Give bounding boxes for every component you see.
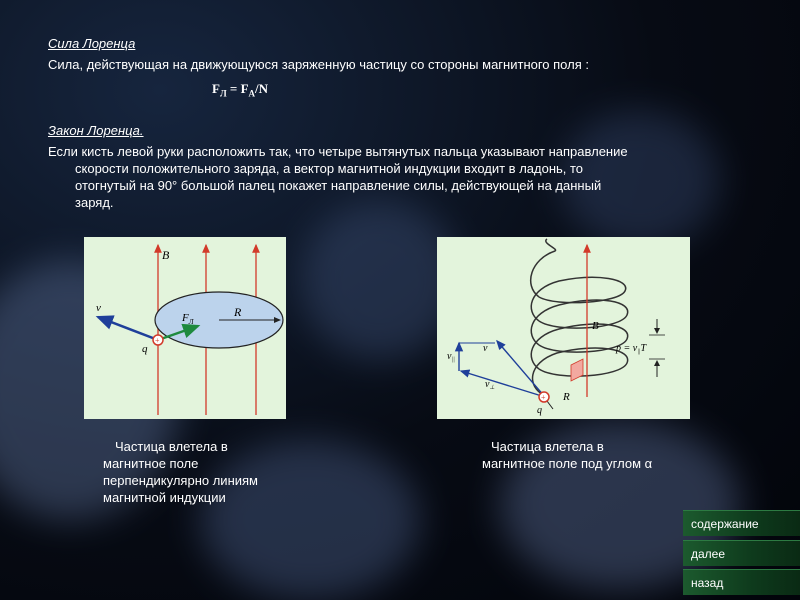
label-F: $F_Л$ xyxy=(182,312,194,326)
rule-line: отогнутый на 90° большой палец покажет направление силы, действующей на данный xyxy=(75,178,602,193)
caption-line: перпендикулярно линиям xyxy=(103,473,258,488)
label-v-perp: $v_\perp$ xyxy=(485,379,495,391)
velocity-vector xyxy=(98,317,158,340)
label-R: R xyxy=(563,391,570,403)
label-v: v xyxy=(96,302,101,314)
plus-sign: + xyxy=(541,393,546,402)
pitch-plane xyxy=(571,359,583,381)
nav-contents-button[interactable]: содержание xyxy=(683,510,800,536)
caption-line: магнитное поле xyxy=(103,456,199,471)
figure-perpendicular-motion xyxy=(84,237,286,419)
label-q: q xyxy=(537,405,542,416)
figure-angled-motion xyxy=(437,237,690,419)
figure-helix-diagram xyxy=(437,237,690,419)
lorentz-formula: $F_Л = F_A/N$ xyxy=(212,81,269,99)
definition-line: Сила, действующая на движующуюся заряженную частицу со стороны магнитного поля : xyxy=(48,57,589,72)
plus-sign: + xyxy=(155,336,160,345)
caption-perpendicular xyxy=(103,438,258,506)
label-R: R xyxy=(234,305,242,319)
heading-lorentz-force: Сила Лоренца xyxy=(48,36,136,51)
rule-line: скорости положительного заряда, а вектор магнитной индукции входит в ладонь, то xyxy=(75,161,584,176)
label-B: B xyxy=(592,320,599,332)
caption-line: магнитной индукции xyxy=(103,490,226,505)
heading-lorentz-law: Закон Лоренца. xyxy=(48,123,144,138)
rule-line: Если кисть левой руки расположить так, что четыре вытянутых пальца указывают направление xyxy=(48,144,628,159)
caption-angled xyxy=(482,438,652,472)
label-q: q xyxy=(142,343,148,355)
rule-line: заряд. xyxy=(75,195,114,210)
label-v: v xyxy=(483,343,488,354)
caption-line: Частица влетела в xyxy=(491,439,604,454)
label-pitch: $p = v_{||}T$ xyxy=(616,343,647,355)
background-glow xyxy=(300,200,460,360)
left-hand-rule-text xyxy=(48,143,748,211)
nav-next-button[interactable]: далее xyxy=(683,540,800,566)
figure-perpendicular-diagram xyxy=(84,237,286,419)
label-v-par: $v_{||}$ xyxy=(447,351,455,363)
label-B: B xyxy=(162,248,170,262)
caption-line: Частица влетела в xyxy=(115,439,228,454)
nav-back-button[interactable]: назад xyxy=(683,569,800,595)
caption-line: магнитное поле под углом α xyxy=(482,456,653,471)
